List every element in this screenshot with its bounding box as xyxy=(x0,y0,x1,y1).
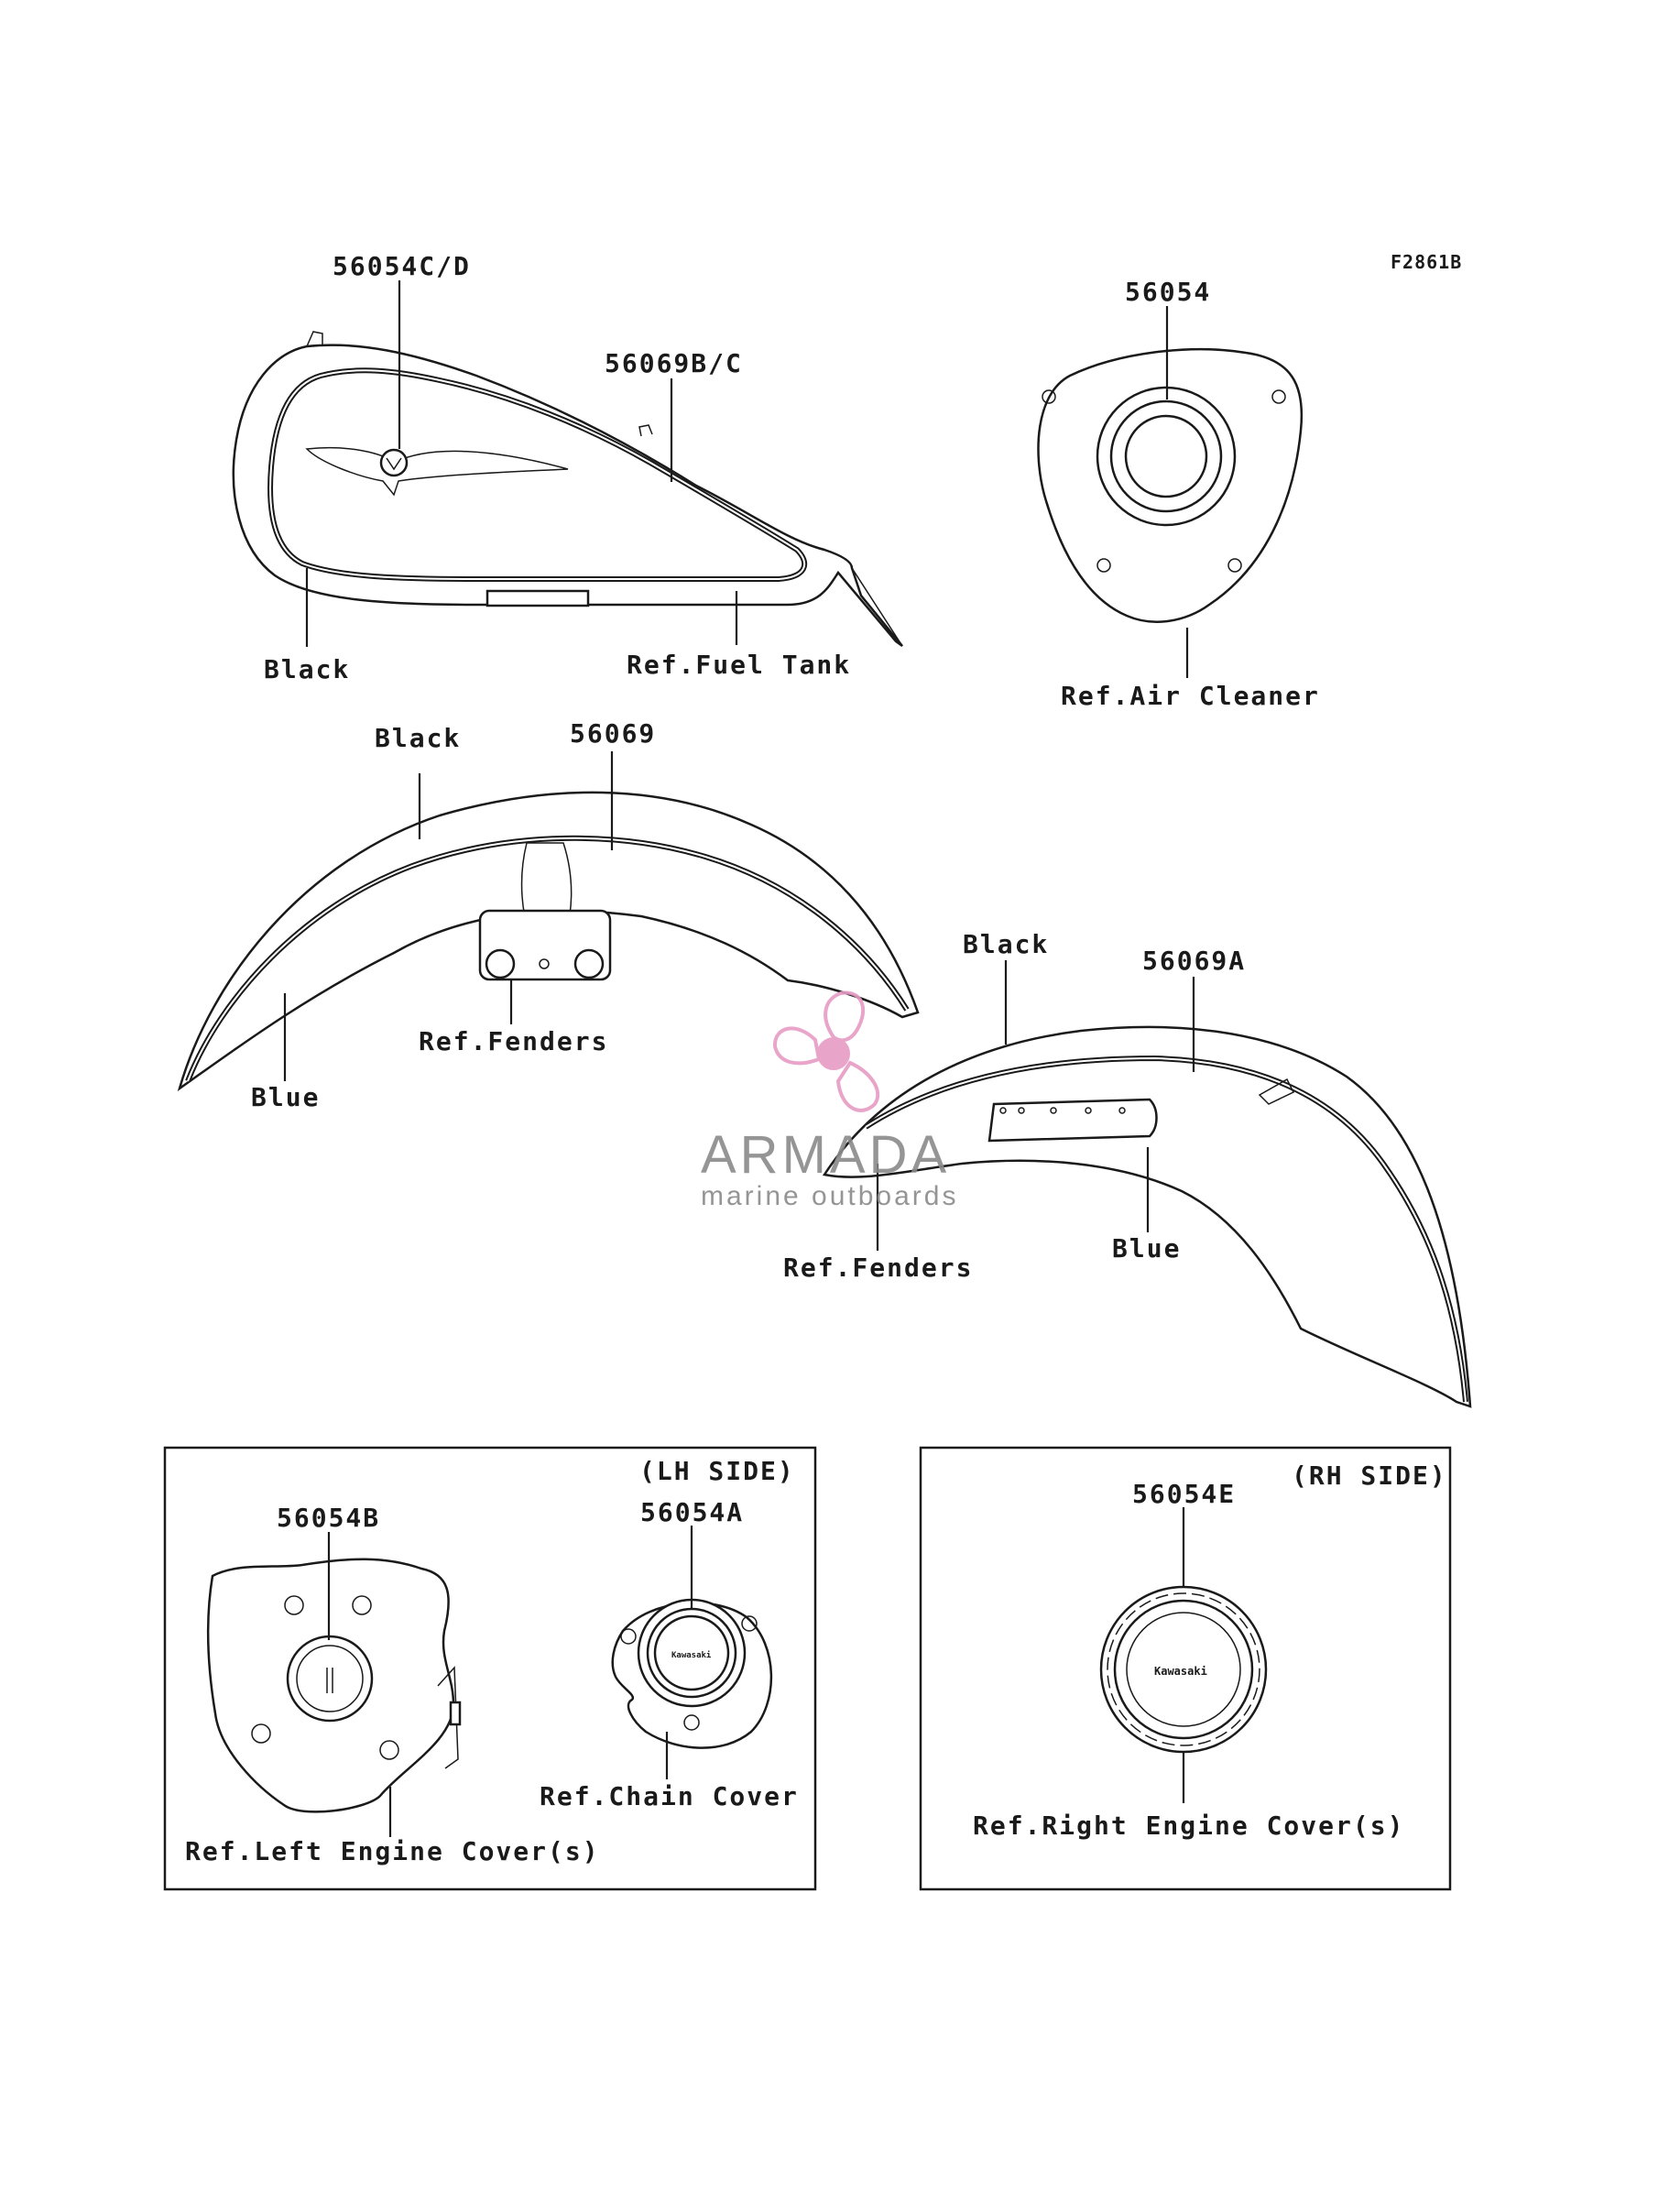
label-part-56054a: 56054A xyxy=(640,1497,745,1527)
chain-cover-illustration xyxy=(613,1600,771,1748)
label-ref-right-engine: Ref.Right Engine Cover(s) xyxy=(973,1811,1405,1841)
label-part-56054: 56054 xyxy=(1125,277,1212,307)
label-ref-left-engine: Ref.Left Engine Cover(s) xyxy=(185,1836,600,1866)
label-lh-side: (LH SIDE) xyxy=(639,1456,795,1486)
watermark-brand: ARMADA xyxy=(701,1125,951,1185)
figure-code: F2861B xyxy=(1391,251,1463,273)
fuel-tank-illustration xyxy=(234,332,902,646)
label-part-56069: 56069 xyxy=(570,718,657,749)
label-part-56069bc: 56069B/C xyxy=(605,348,743,378)
label-ref-chain-cover: Ref.Chain Cover xyxy=(540,1781,799,1811)
label-rear-ref-fenders: Ref.Fenders xyxy=(783,1253,974,1283)
label-part-56054cd: 56054C/D xyxy=(333,251,471,281)
label-front-blue: Blue xyxy=(251,1082,321,1112)
label-tank-black: Black xyxy=(264,654,351,684)
air-cleaner-illustration xyxy=(1038,349,1301,622)
label-ref-air-cleaner: Ref.Air Cleaner xyxy=(1061,681,1320,711)
label-ref-fuel-tank: Ref.Fuel Tank xyxy=(627,650,852,680)
label-rear-black: Black xyxy=(963,929,1050,959)
label-part-56054e: 56054E xyxy=(1132,1479,1237,1509)
watermark-tagline: marine outboards xyxy=(701,1181,959,1211)
label-part-56054b: 56054B xyxy=(277,1503,381,1533)
label-rh-side: (RH SIDE) xyxy=(1292,1461,1447,1491)
label-front-ref-fenders: Ref.Fenders xyxy=(419,1026,609,1056)
label-part-56069a: 56069A xyxy=(1142,946,1247,976)
propeller-icon xyxy=(775,992,878,1110)
label-rear-blue: Blue xyxy=(1112,1233,1182,1264)
label-front-black: Black xyxy=(375,723,462,753)
chain-cover-emblem: Kawasaki xyxy=(671,1651,712,1660)
right-cover-emblem: Kawasaki xyxy=(1154,1665,1207,1678)
right-engine-cover-illustration xyxy=(1101,1587,1266,1752)
left-engine-cover-illustration xyxy=(208,1559,460,1812)
